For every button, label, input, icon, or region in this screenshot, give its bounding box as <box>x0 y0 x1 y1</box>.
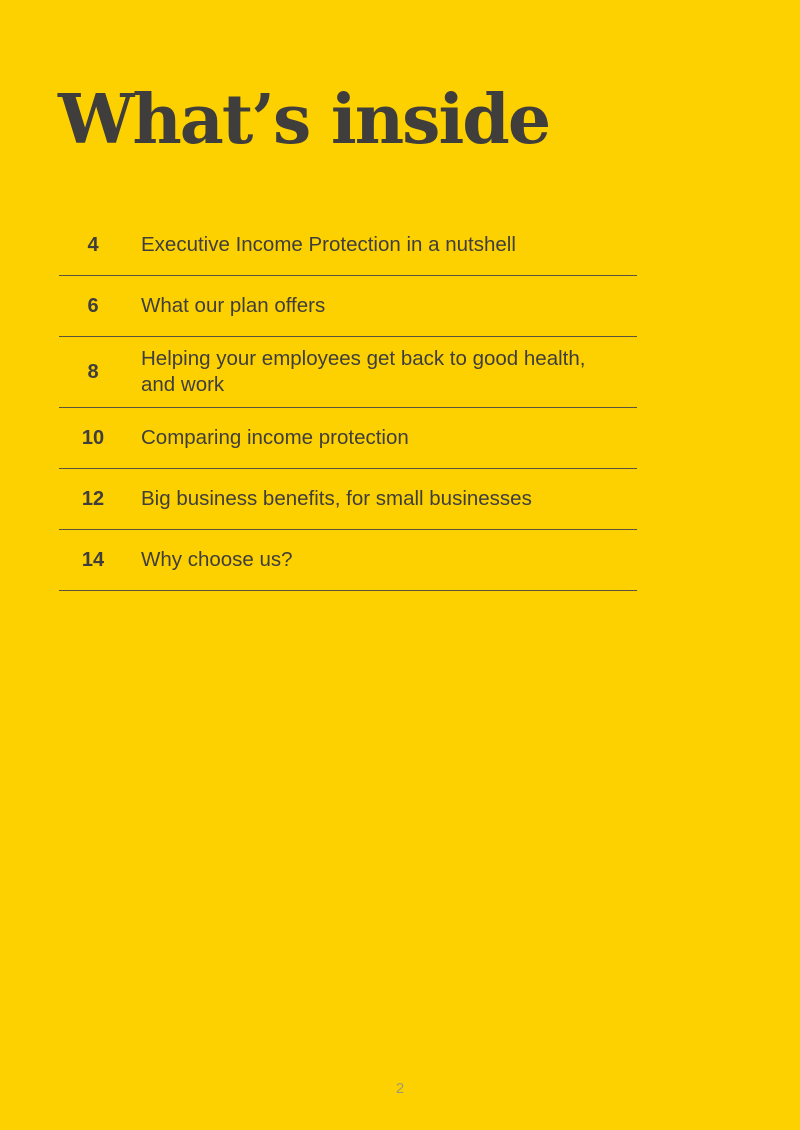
toc-item[interactable] <box>59 337 637 408</box>
toc-entry-title: Helping your employees get back to good health, and work <box>141 347 586 396</box>
toc-page-number: 10 <box>81 426 105 449</box>
toc-item[interactable] <box>59 215 637 276</box>
toc-item[interactable] <box>59 276 637 337</box>
toc-page-number: 8 <box>87 360 99 383</box>
toc-item[interactable] <box>59 408 637 469</box>
toc-entry-title: What our plan offers <box>141 294 326 317</box>
toc-entry-title: Comparing income protection <box>141 426 409 449</box>
toc-page-number: 4 <box>87 233 99 256</box>
page-title: What’s inside <box>58 80 550 160</box>
table-of-contents <box>59 215 637 591</box>
toc-item[interactable] <box>59 469 637 530</box>
toc-entry-title: Executive Income Protection in a nutshell <box>141 233 516 256</box>
toc-page-number: 6 <box>87 294 99 317</box>
toc-entry-title: Big business benefits, for small businesses <box>141 487 532 510</box>
toc-page-number: 14 <box>81 548 105 571</box>
page-number: 2 <box>395 1080 405 1097</box>
toc-page-number: 12 <box>81 487 105 510</box>
toc-entry-title: Why choose us? <box>141 548 293 571</box>
toc-item[interactable] <box>59 530 637 591</box>
